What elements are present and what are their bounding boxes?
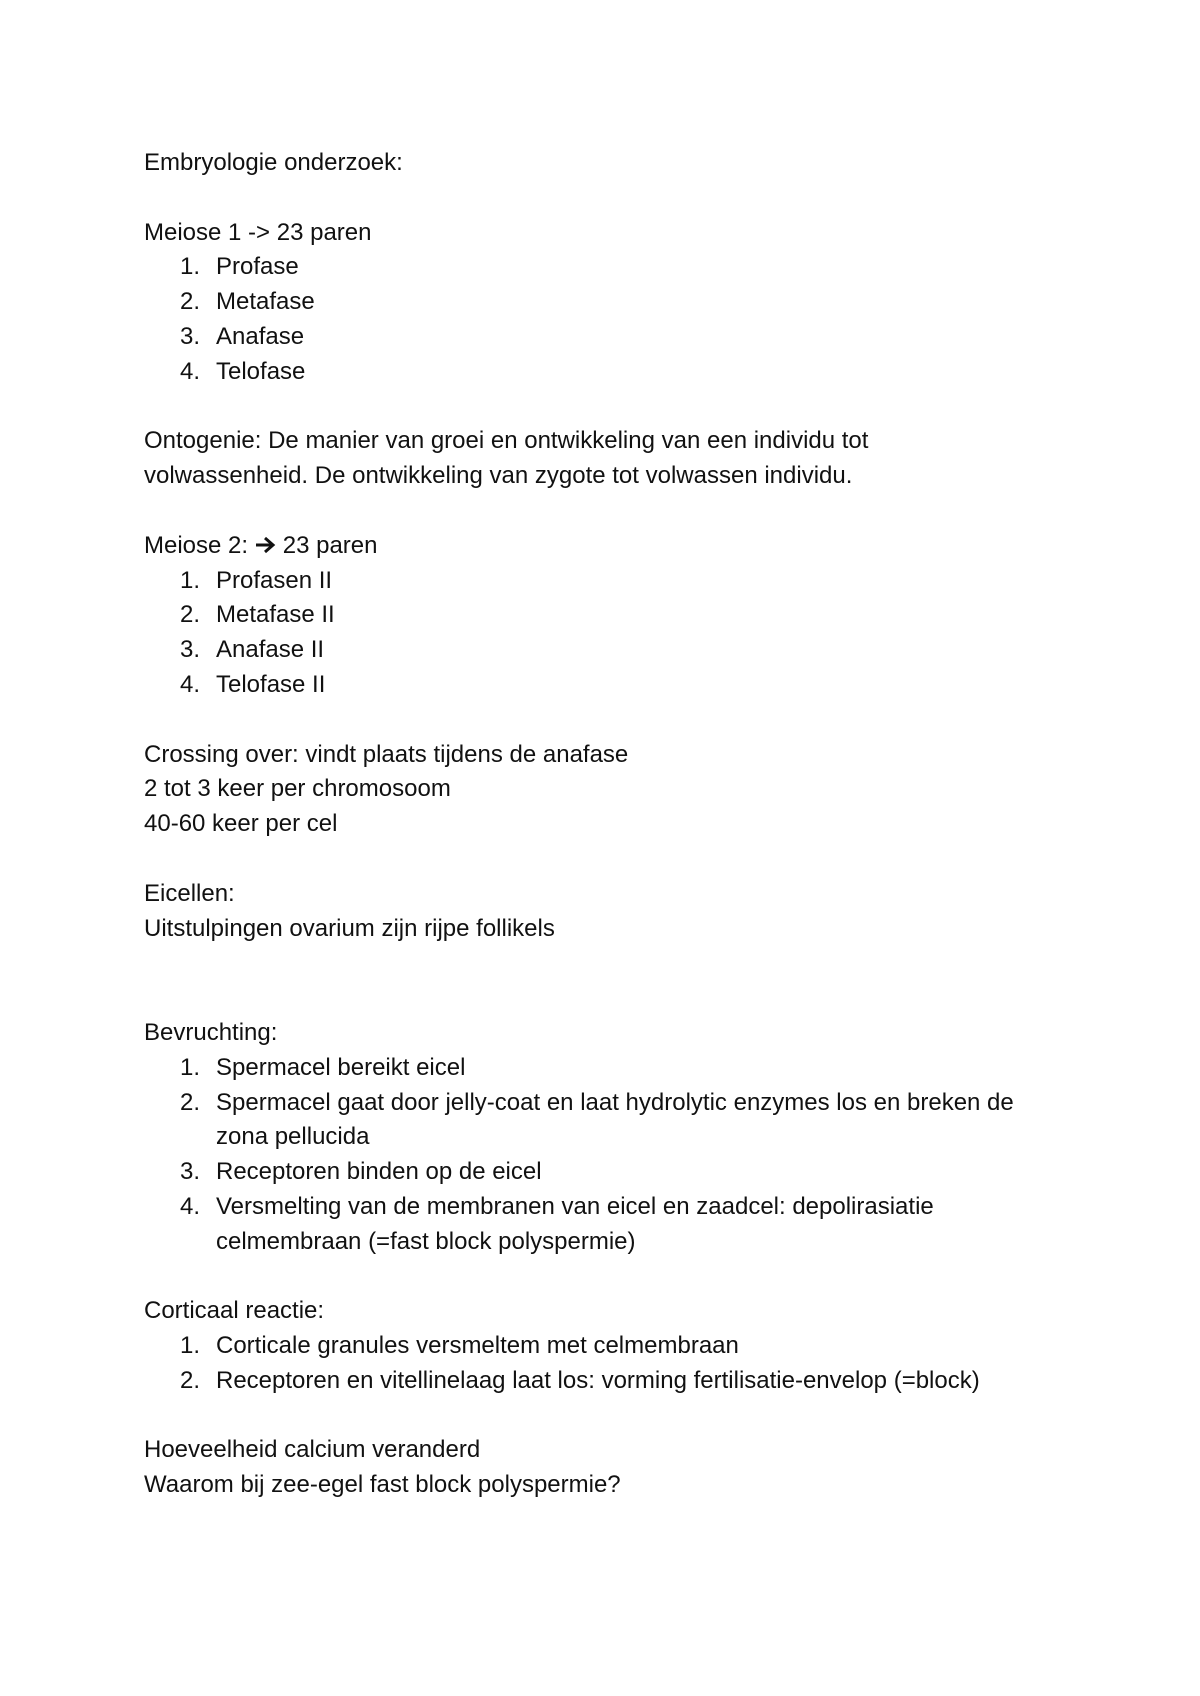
list-item: 1. Profasen II [180,566,333,594]
list-item: 3. Receptoren binden op de eicel [180,1158,542,1186]
document-title: Embryologie onderzoek: [144,149,403,176]
list-item: 4. Versmelting van de membranen van eicel en zaadcel: depolirasiatie celmembraan (=fast block polyspermie) [180,1192,934,1255]
crossing-line-1: Crossing over: vindt plaats tijdens de anafase [144,740,629,768]
document-body [144,146,1064,1503]
crossing-line-3: 40-60 keer per cel [144,810,338,838]
meiose2-heading: Meiose 2: 23 paren [144,531,378,559]
arrow-right-icon [255,535,277,555]
bevruchting-list [144,1051,1064,1260]
list-item: 2. Receptoren en vitellinelaag laat los: vorming fertilisatie-envelop (=block) [180,1366,980,1394]
bevruchting-heading: Bevruchting: [144,1018,278,1046]
list-item: 1. Corticale granules versmeltem met celmembraan [180,1332,739,1360]
eicellen-heading: Eicellen: [144,879,235,907]
meiose1-heading: Meiose 1 -> 23 paren [144,218,372,246]
list-item: 2. Metafase II [180,601,335,629]
meiose2-list [144,564,1064,703]
list-item: 1. Profase [180,253,299,281]
ontogenie-line-2: volwassenheid. De ontwikkeling van zygote tot volwassen individu. [144,462,853,490]
meiose1-list [144,250,1064,389]
list-item: 1. Spermacel bereikt eicel [180,1053,466,1081]
crossing-line-2: 2 tot 3 keer per chromosoom [144,775,451,803]
calcium-line-1: Hoeveelheid calcium veranderd [144,1436,481,1464]
list-item: 3. Anafase II [180,636,325,664]
list-item: 4. Telofase [180,357,306,385]
list-item: 2. Spermacel gaat door jelly-coat en laat hydrolytic enzymes los en breken de zona pellucida [180,1088,1014,1151]
list-item: 2. Metafase [180,288,315,316]
ontogenie-line-1: Ontogenie: De manier van groei en ontwikkeling van een individu tot [144,427,869,455]
calcium-line-2: Waarom bij zee-egel fast block polyspermie? [144,1471,621,1499]
list-item: 4. Telofase II [180,670,326,698]
eicellen-line-1: Uitstulpingen ovarium zijn rijpe follikels [144,914,555,942]
corticaal-list [144,1329,1064,1399]
corticaal-heading: Corticaal reactie: [144,1297,325,1325]
list-item: 3. Anafase [180,322,305,350]
